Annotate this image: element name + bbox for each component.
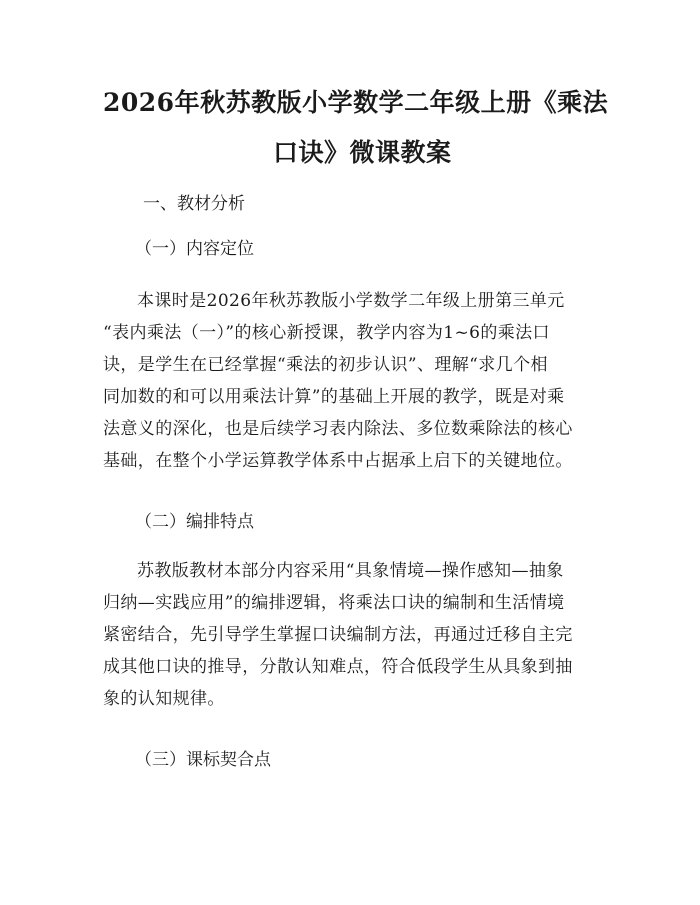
subsection-heading-content-positioning: （一）内容定位 [135,239,254,259]
subsection-heading-layout-features: （二）编排特点 [135,512,254,532]
paragraph-content-positioning [103,285,613,477]
paragraph-layout-features [103,555,613,715]
paragraph-line: 法意义的深化，也是后续学习表内除法、多位数乘除法的核心 [103,419,573,439]
section-heading-materials-analysis: 一、教材分析 [143,194,245,214]
subsection-heading-curriculum-alignment: （三）课标契合点 [135,750,271,770]
paragraph-line: 诀，是学生在已经掌握“乘法的初步认识”、理解“求几个相 [103,355,548,375]
paragraph-line: 本课时是2026年秋苏教版小学数学二年级上册第三单元 [137,291,565,311]
paragraph-line: “表内乘法（一）”的核心新授课，教学内容为1~6的乘法口 [103,323,550,343]
paragraph-line: 紧密结合，先引导学生掌握口诀编制方法，再通过迁移自主完 [103,625,573,645]
paragraph-line: 象的认知规律。 [103,689,225,709]
paragraph-line: 归纳—实践应用”的编排逻辑，将乘法口诀的编制和生活情境 [103,593,565,613]
document-title-line-2: 口诀》微课教案 [273,138,452,167]
paragraph-line: 苏教版教材本部分内容采用“具象情境—操作感知—抽象 [137,561,564,581]
paragraph-line: 基础，在整个小学运算教学体系中占据承上启下的关键地位。 [103,451,573,471]
document-title-line-1: 2026年秋苏教版小学数学二年级上册《乘法 [103,88,609,117]
paragraph-line: 成其他口诀的推导，分散认知难点，符合低段学生从具象到抽 [103,657,573,677]
paragraph-line: 同加数的和可以用乘法计算”的基础上开展的教学，既是对乘 [103,387,565,407]
